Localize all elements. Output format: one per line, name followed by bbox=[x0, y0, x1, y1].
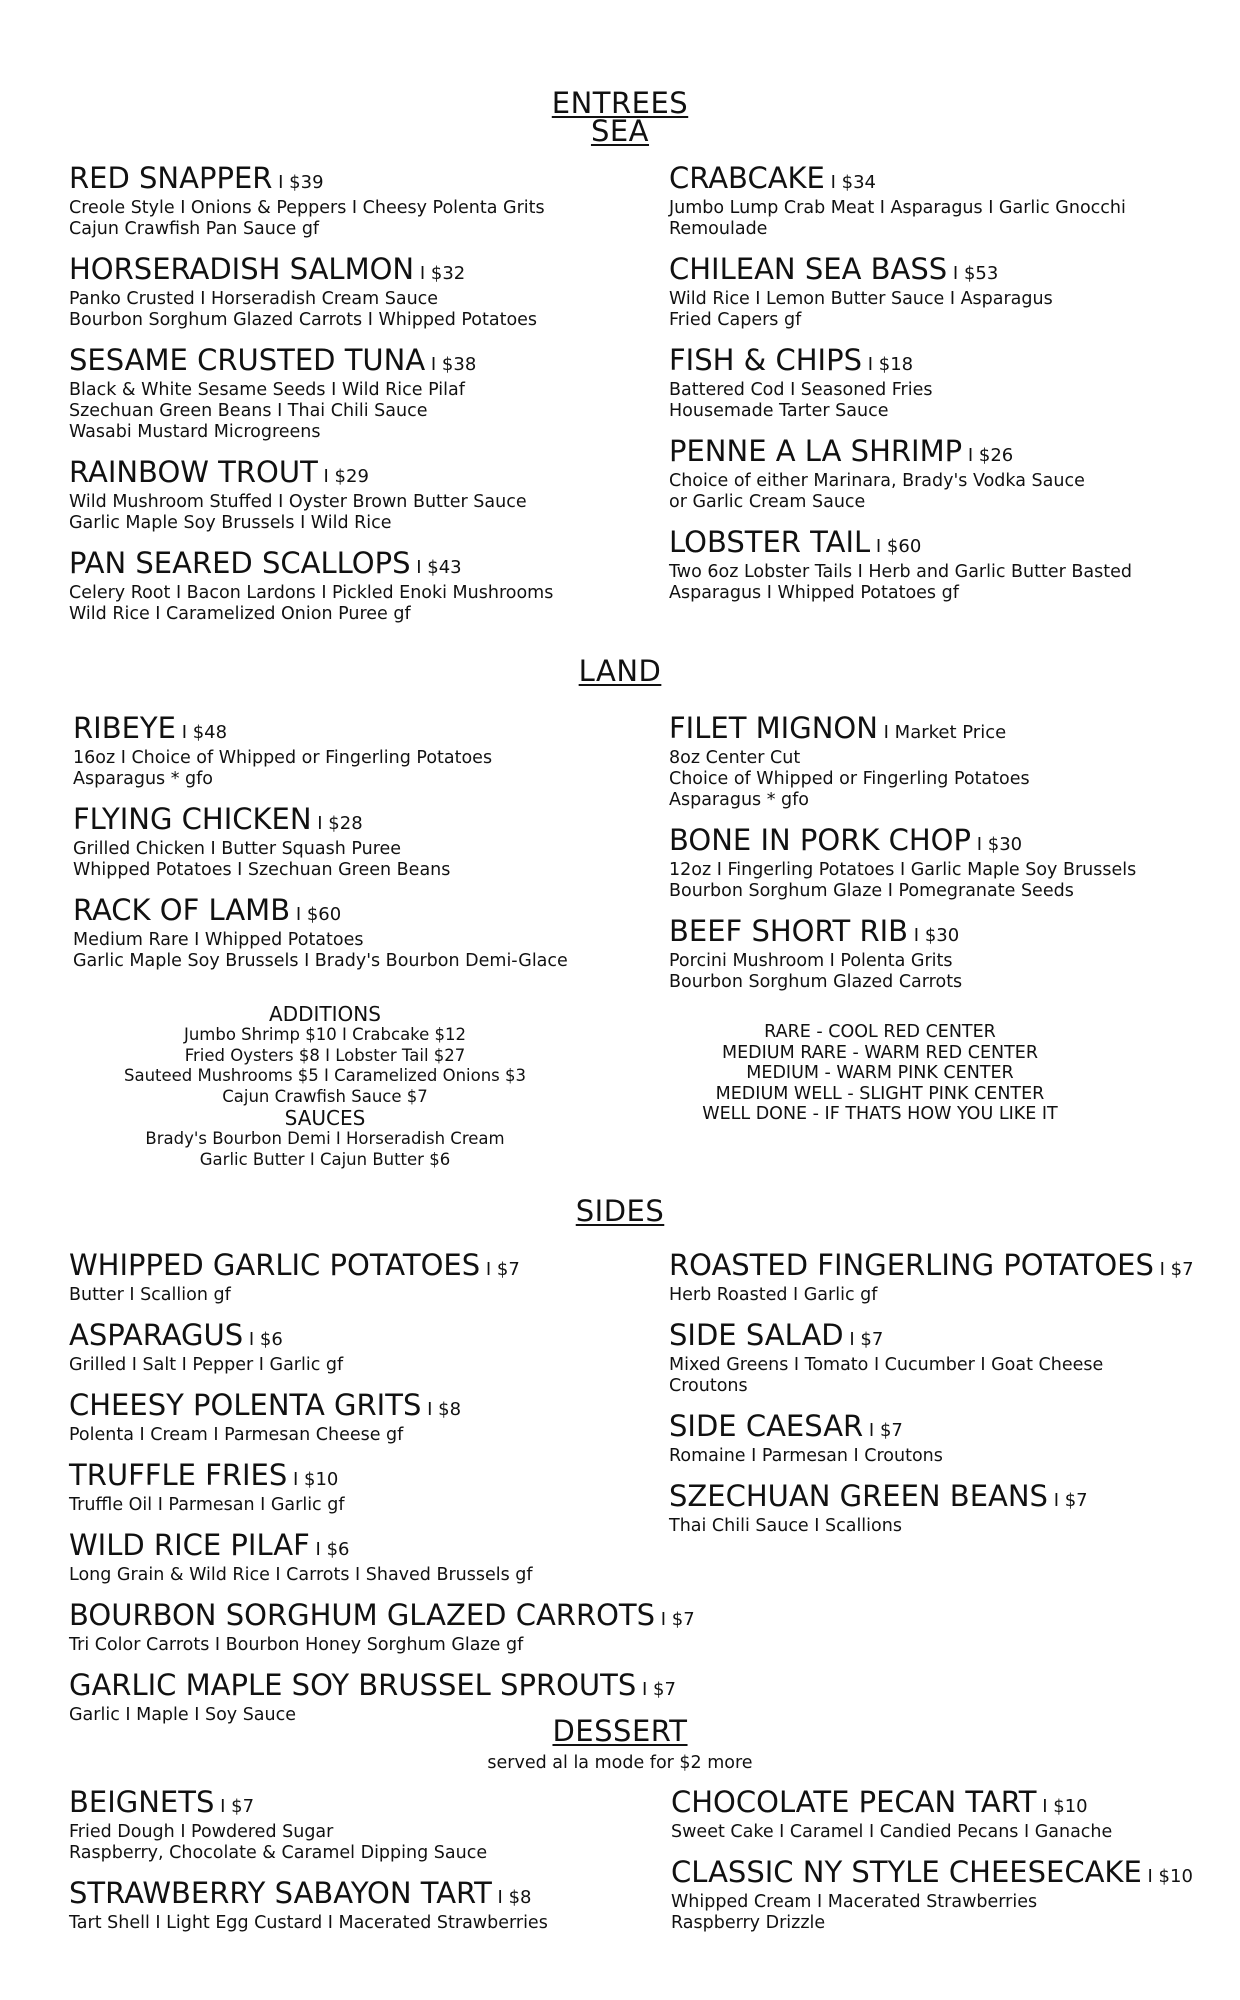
menu-item-price: I $39 bbox=[272, 172, 324, 193]
menu-item-price: I $7 bbox=[655, 1609, 695, 1630]
menu-item-price: I $60 bbox=[290, 904, 342, 925]
menu-item-name: BEEF SHORT RIB bbox=[669, 914, 909, 948]
menu-item-description: Sweet Cake I Caramel I Candied Pecans I Ganache bbox=[671, 1822, 1113, 1842]
menu-item-title bbox=[69, 1320, 695, 1355]
dessert-heading: DESSERT bbox=[552, 1714, 688, 1748]
menu-item-name: CRABCAKE bbox=[669, 161, 825, 195]
menu-item-name: BOURBON SORGHUM GLAZED CARROTS bbox=[69, 1598, 656, 1632]
menu-item-price: I $7 bbox=[636, 1679, 676, 1700]
menu-item-description: Remoulade bbox=[669, 219, 768, 239]
entrees-heading: ENTREES bbox=[551, 86, 689, 120]
menu-item-name: SIDE SALAD bbox=[669, 1318, 844, 1352]
menu-item-description: 12oz I Fingerling Potatoes I Garlic Maple Soy Brussels bbox=[669, 860, 1137, 880]
land-left-column bbox=[73, 713, 568, 986]
menu-item bbox=[669, 1320, 1194, 1397]
menu-item bbox=[69, 254, 553, 331]
menu-item-title bbox=[69, 1600, 695, 1635]
menu-item-description: Butter I Scallion gf bbox=[69, 1285, 231, 1305]
sides-heading: SIDES bbox=[575, 1194, 665, 1228]
menu-item-description: Grilled I Salt I Pepper I Garlic gf bbox=[69, 1355, 344, 1375]
menu-item-description: Bourbon Sorghum Glazed Carrots bbox=[669, 972, 963, 992]
menu-item-price: I $18 bbox=[862, 354, 914, 375]
menu-item bbox=[669, 527, 1132, 604]
menu-item-price: I $10 bbox=[1036, 1796, 1088, 1817]
menu-item-name: WHIPPED GARLIC POTATOES bbox=[69, 1248, 481, 1282]
menu-item bbox=[69, 457, 553, 534]
menu-item bbox=[669, 254, 1132, 331]
menu-item-name: PENNE A LA SHRIMP bbox=[669, 434, 963, 468]
menu-item-description: Bourbon Sorghum Glaze I Pomegranate Seeds bbox=[669, 881, 1074, 901]
menu-item-price: I $60 bbox=[870, 536, 922, 557]
temp-line: MEDIUM RARE - WARM RED CENTER bbox=[721, 1042, 1038, 1063]
menu-item-description: Raspberry Drizzle bbox=[671, 1913, 826, 1933]
menu-item-name: TRUFFLE FRIES bbox=[69, 1458, 288, 1492]
menu-item bbox=[73, 804, 568, 881]
addition-line: Cajun Crawfish Sauce $7 bbox=[222, 1086, 428, 1106]
menu-item-description: Creole Style I Onions & Peppers I Cheesy Polenta Grits bbox=[69, 198, 545, 218]
menu-item-description: Choice of Whipped or Fingerling Potatoes bbox=[669, 769, 1030, 789]
menu-item-name: RED SNAPPER bbox=[69, 161, 273, 195]
menu-item-description: Polenta I Cream I Parmesan Cheese gf bbox=[69, 1425, 404, 1445]
menu-item-description: Fried Dough I Powdered Sugar bbox=[69, 1822, 334, 1842]
menu-item-title bbox=[669, 713, 1136, 748]
menu-item bbox=[669, 1481, 1194, 1537]
temp-line: WELL DONE - IF THATS HOW YOU LIKE IT bbox=[702, 1104, 1058, 1124]
menu-item bbox=[671, 1857, 1193, 1934]
menu-item bbox=[669, 825, 1136, 902]
additions-title: ADDITIONS bbox=[269, 1002, 381, 1026]
menu-item-description: Asparagus * gfo bbox=[73, 769, 214, 789]
menu-item-description: or Garlic Cream Sauce bbox=[669, 492, 866, 512]
sauces-title: SAUCES bbox=[284, 1106, 366, 1130]
menu-item-title bbox=[669, 1411, 1194, 1446]
menu-item-name: SIDE CAESAR bbox=[669, 1409, 864, 1443]
menu-item-description: Asparagus I Whipped Potatoes gf bbox=[669, 583, 959, 603]
menu-item bbox=[69, 548, 553, 625]
menu-item-description: Bourbon Sorghum Glazed Carrots I Whipped Potatoes bbox=[69, 310, 538, 330]
menu-item-price: I $10 bbox=[287, 1469, 339, 1490]
menu-item-description: Black & White Sesame Seeds I Wild Rice Pilaf bbox=[69, 380, 465, 400]
menu-item-title bbox=[671, 1787, 1193, 1822]
menu-item bbox=[69, 1460, 695, 1516]
menu-item-name: PAN SEARED SCALLOPS bbox=[69, 546, 411, 580]
menu-item-description: Cajun Crawfish Pan Sauce gf bbox=[69, 219, 320, 239]
menu-item-price: I $7 bbox=[843, 1329, 884, 1350]
menu-item-price: I $26 bbox=[962, 445, 1014, 466]
dessert-right-column bbox=[671, 1787, 1193, 1948]
menu-item-title bbox=[671, 1857, 1193, 1892]
menu-item-price: I $30 bbox=[970, 834, 1023, 855]
menu-item bbox=[671, 1787, 1193, 1843]
menu-item-description: Whipped Potatoes I Szechuan Green Beans bbox=[73, 860, 451, 880]
menu-item-description: Garlic Maple Soy Brussels I Wild Rice bbox=[69, 513, 392, 533]
menu-item bbox=[69, 345, 553, 443]
sauce-line: Brady's Bourbon Demi I Horseradish Cream bbox=[145, 1129, 505, 1148]
menu-item-description: Thai Chili Sauce I Scallions bbox=[669, 1516, 902, 1536]
temperature-guide bbox=[660, 1022, 1100, 1125]
menu-item-title bbox=[73, 804, 568, 839]
menu-item-price: I $29 bbox=[317, 466, 369, 487]
menu-item-description: Jumbo Lump Crab Meat I Asparagus I Garlic Gnocchi bbox=[669, 198, 1126, 218]
menu-item-name: GARLIC MAPLE SOY BRUSSEL SPROUTS bbox=[69, 1668, 637, 1702]
menu-item bbox=[669, 916, 1136, 993]
menu-item-name: CLASSIC NY STYLE CHEESECAKE bbox=[671, 1855, 1142, 1889]
menu-item-title bbox=[69, 163, 553, 198]
menu-item-name: SESAME CRUSTED TUNA bbox=[69, 343, 426, 377]
menu-item-price: I $38 bbox=[425, 354, 477, 375]
menu-item-price: I $6 bbox=[309, 1539, 350, 1560]
menu-item bbox=[669, 436, 1132, 513]
menu-item-name: WILD RICE PILAF bbox=[69, 1528, 310, 1562]
dessert-note: served al la mode for $2 more bbox=[487, 1753, 753, 1773]
menu-item-price: I $7 bbox=[1047, 1490, 1088, 1511]
menu-item-name: FLYING CHICKEN bbox=[73, 802, 312, 836]
menu-item-description: Wild Rice I Caramelized Onion Puree gf bbox=[69, 604, 411, 624]
menu-item-title bbox=[69, 548, 553, 583]
menu-item-title bbox=[669, 436, 1132, 471]
menu-item-price: I $10 bbox=[1141, 1866, 1193, 1887]
menu-item-price: I $48 bbox=[175, 722, 228, 743]
menu-item-description: Romaine I Parmesan I Croutons bbox=[669, 1446, 943, 1466]
menu-item-name: FILET MIGNON bbox=[669, 711, 878, 745]
menu-item-price: I $7 bbox=[214, 1796, 255, 1817]
addition-line: Jumbo Shrimp $10 I Crabcake $12 bbox=[183, 1025, 467, 1044]
menu-item-name: RAINBOW TROUT bbox=[69, 455, 318, 489]
menu-item-name: CHOCOLATE PECAN TART bbox=[671, 1785, 1037, 1819]
temp-line: MEDIUM - WARM PINK CENTER bbox=[746, 1063, 1014, 1083]
menu-item-price: I $28 bbox=[311, 813, 363, 834]
menu-item-title bbox=[669, 254, 1132, 289]
menu-item bbox=[69, 163, 553, 240]
menu-item-description: Medium Rare I Whipped Potatoes bbox=[73, 930, 364, 950]
menu-item bbox=[69, 1320, 695, 1376]
menu-item-name: CHEESY POLENTA GRITS bbox=[69, 1388, 422, 1422]
menu-item-description: Battered Cod I Seasoned Fries bbox=[669, 380, 933, 400]
menu-item-title bbox=[69, 1878, 548, 1913]
menu-item bbox=[69, 1530, 695, 1586]
menu-item-description: Porcini Mushroom I Polenta Grits bbox=[669, 951, 953, 971]
sides-left-column bbox=[69, 1250, 695, 1740]
menu-item-price: I $34 bbox=[824, 172, 876, 193]
menu-item-name: HORSERADISH SALMON bbox=[69, 252, 415, 286]
temp-line: MEDIUM WELL - SLIGHT PINK CENTER bbox=[715, 1083, 1045, 1104]
menu-item-price: I $6 bbox=[243, 1329, 283, 1350]
menu-item-name: RACK OF LAMB bbox=[73, 893, 291, 927]
menu-item bbox=[69, 1787, 548, 1864]
menu-item-title bbox=[69, 1787, 548, 1822]
menu-item bbox=[669, 713, 1136, 811]
menu-item-price: I $8 bbox=[421, 1399, 462, 1420]
menu-item-title bbox=[669, 825, 1136, 860]
menu-item-price: I $7 bbox=[863, 1420, 903, 1441]
menu-item-name: SZECHUAN GREEN BEANS bbox=[669, 1479, 1048, 1513]
menu-item-title bbox=[73, 895, 568, 930]
menu-item-description: Whipped Cream I Macerated Strawberries bbox=[671, 1892, 1038, 1912]
menu-item-description: Szechuan Green Beans I Thai Chili Sauce bbox=[69, 401, 428, 421]
menu-item-description: Panko Crusted I Horseradish Cream Sauce bbox=[69, 289, 439, 309]
menu-item-title bbox=[669, 1481, 1194, 1516]
menu-item-description: Wasabi Mustard Microgreens bbox=[69, 422, 321, 442]
menu-item-title bbox=[69, 1530, 695, 1565]
menu-item-description: Two 6oz Lobster Tails I Herb and Garlic Butter Basted bbox=[669, 562, 1132, 582]
menu-item bbox=[69, 1250, 695, 1306]
menu-item-title bbox=[669, 1250, 1194, 1285]
menu-item-title bbox=[69, 1390, 695, 1425]
additions-block bbox=[100, 1003, 550, 1170]
menu-item-price: I $32 bbox=[414, 263, 466, 284]
menu-item bbox=[69, 1600, 695, 1656]
menu-item-title bbox=[669, 1320, 1194, 1355]
menu-item-description: Celery Root I Bacon Lardons I Pickled Enoki Mushrooms bbox=[69, 583, 554, 603]
menu-item-price: I $7 bbox=[1153, 1259, 1194, 1280]
menu-item-description: Garlic Maple Soy Brussels I Brady's Bourbon Demi-Glace bbox=[73, 951, 568, 971]
menu-item-description: Long Grain & Wild Rice I Carrots I Shaved Brussels gf bbox=[69, 1565, 533, 1585]
menu-item-title bbox=[669, 527, 1132, 562]
menu-item-name: CHILEAN SEA BASS bbox=[669, 252, 948, 286]
menu-item-title bbox=[69, 254, 553, 289]
menu-item-name: BONE IN PORK CHOP bbox=[669, 823, 971, 857]
menu-item-description: Tart Shell I Light Egg Custard I Macerated Strawberries bbox=[69, 1913, 548, 1933]
menu-item-description: Wild Mushroom Stuffed I Oyster Brown Butter Sauce bbox=[69, 492, 527, 512]
menu-item-description: Truffle Oil I Parmesan I Garlic gf bbox=[69, 1495, 345, 1515]
menu-item-price: I $8 bbox=[491, 1887, 532, 1908]
menu-item-price: I $43 bbox=[410, 557, 462, 578]
menu-item-title bbox=[73, 713, 568, 748]
menu-item-description: Garlic I Maple I Soy Sauce bbox=[69, 1705, 297, 1725]
menu-item bbox=[69, 1390, 695, 1446]
menu-item bbox=[669, 163, 1132, 240]
menu-item-name: ASPARAGUS bbox=[69, 1318, 244, 1352]
menu-item-price: I $53 bbox=[947, 263, 999, 284]
menu-item-title bbox=[69, 1670, 695, 1705]
menu-item-description: 8oz Center Cut bbox=[669, 748, 801, 768]
menu-item-name: ROASTED FINGERLING POTATOES bbox=[669, 1248, 1154, 1282]
menu-item bbox=[73, 895, 568, 972]
menu-item-title bbox=[69, 345, 553, 380]
land-heading: LAND bbox=[578, 654, 662, 688]
menu-item bbox=[69, 1878, 548, 1934]
addition-line: Fried Oysters $8 I Lobster Tail $27 bbox=[184, 1045, 466, 1065]
menu-item-description: Croutons bbox=[669, 1376, 748, 1396]
menu-item-title bbox=[669, 163, 1132, 198]
sauce-line: Garlic Butter I Cajun Butter $6 bbox=[199, 1149, 451, 1169]
menu-item-price: I $7 bbox=[480, 1259, 520, 1280]
menu-item-title bbox=[69, 1460, 695, 1495]
menu-item-description: Grilled Chicken I Butter Squash Puree bbox=[73, 839, 402, 859]
menu-item-description: Mixed Greens I Tomato I Cucumber I Goat Cheese bbox=[669, 1355, 1104, 1375]
menu-item-description: Housemade Tarter Sauce bbox=[669, 401, 889, 421]
menu-item-name: STRAWBERRY SABAYON TART bbox=[69, 1876, 492, 1910]
menu-item-title bbox=[69, 457, 553, 492]
menu-item-title bbox=[669, 916, 1136, 951]
menu-item bbox=[669, 345, 1132, 422]
menu-item bbox=[73, 713, 568, 790]
menu-item-title bbox=[669, 345, 1132, 380]
sides-right-column bbox=[669, 1250, 1194, 1551]
menu-item-description: Tri Color Carrots I Bourbon Honey Sorghum Glaze gf bbox=[69, 1635, 524, 1655]
menu-item bbox=[669, 1250, 1194, 1306]
menu-item-name: FISH & CHIPS bbox=[669, 343, 863, 377]
menu-item-description: Wild Rice I Lemon Butter Sauce I Asparagus bbox=[669, 289, 1053, 309]
sea-right-column bbox=[669, 163, 1132, 618]
sea-heading: SEA bbox=[590, 114, 650, 148]
menu-item-price: I Market Price bbox=[877, 722, 1007, 743]
menu-item bbox=[669, 1411, 1194, 1467]
menu-item-price: I $30 bbox=[908, 925, 960, 946]
menu-item-title bbox=[69, 1250, 695, 1285]
menu-item-description: Raspberry, Chocolate & Caramel Dipping Sauce bbox=[69, 1843, 488, 1863]
menu-item-description: Herb Roasted I Garlic gf bbox=[669, 1285, 878, 1305]
sea-left-column bbox=[69, 163, 553, 639]
land-right-column bbox=[669, 713, 1136, 1007]
menu-item-name: BEIGNETS bbox=[69, 1785, 215, 1819]
menu-item-description: 16oz I Choice of Whipped or Fingerling Potatoes bbox=[73, 748, 493, 768]
menu-item-description: Asparagus * gfo bbox=[669, 790, 810, 810]
dessert-left-column bbox=[69, 1787, 548, 1948]
menu-item-description: Choice of either Marinara, Brady's Vodka Sauce bbox=[669, 471, 1085, 491]
menu-item-name: LOBSTER TAIL bbox=[669, 525, 871, 559]
temp-line: RARE - COOL RED CENTER bbox=[764, 1022, 996, 1042]
addition-line: Sauteed Mushrooms $5 I Caramelized Onions $3 bbox=[123, 1066, 527, 1085]
menu-item-description: Fried Capers gf bbox=[669, 310, 802, 330]
menu-item-name: RIBEYE bbox=[73, 711, 176, 745]
